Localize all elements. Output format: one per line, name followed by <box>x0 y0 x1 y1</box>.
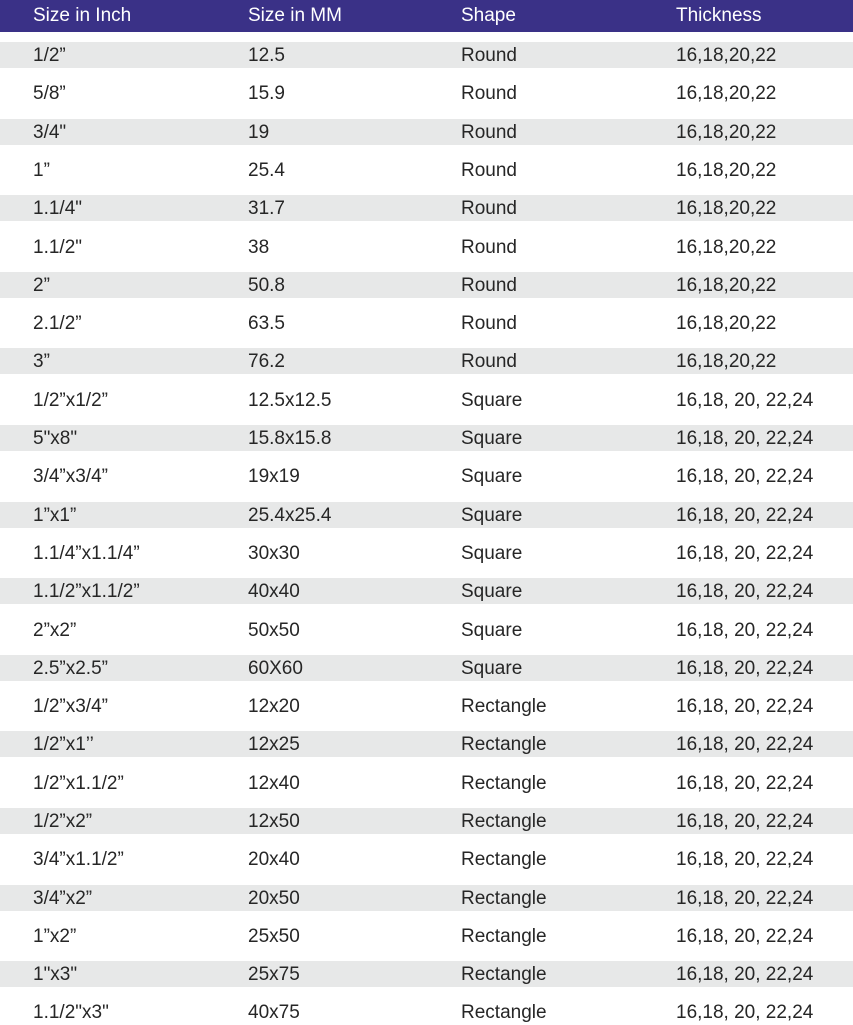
cell-size-mm: 15.8x15.8 <box>248 428 332 449</box>
cell-shape: Round <box>461 122 517 143</box>
cell-shape: Square <box>461 620 523 641</box>
cell-size-mm: 12x20 <box>248 696 300 717</box>
cell-size-inch: 1/2”x1’’ <box>33 734 94 755</box>
cell-thickness: 16,18, 20, 22,24 <box>676 390 814 411</box>
cell-size-inch: 1/2” <box>33 45 66 66</box>
table-row <box>0 770 853 796</box>
table-row <box>0 961 853 987</box>
cell-shape: Rectangle <box>461 773 547 794</box>
cell-shape: Round <box>461 83 517 104</box>
table-row <box>0 731 853 757</box>
cell-size-inch: 1"x3" <box>33 964 78 985</box>
table-row <box>0 885 853 911</box>
cell-shape: Square <box>461 505 523 526</box>
cell-thickness: 16,18, 20, 22,24 <box>676 964 814 985</box>
table-row <box>0 846 853 872</box>
header-thickness: Thickness <box>676 5 762 26</box>
cell-thickness: 16,18, 20, 22,24 <box>676 888 814 909</box>
table-row <box>0 272 853 298</box>
cell-thickness: 16,18, 20, 22,24 <box>676 734 814 755</box>
cell-size-mm: 60X60 <box>248 658 303 679</box>
table-row <box>0 195 853 221</box>
cell-shape: Square <box>461 428 523 449</box>
cell-shape: Rectangle <box>461 849 547 870</box>
cell-size-mm: 25x50 <box>248 926 300 947</box>
table-row <box>0 425 853 451</box>
header-size-mm: Size in MM <box>248 5 342 26</box>
cell-shape: Square <box>461 543 523 564</box>
cell-size-mm: 19 <box>248 122 270 143</box>
cell-size-mm: 30x30 <box>248 543 300 564</box>
table-row <box>0 157 853 183</box>
header-size-inch: Size in Inch <box>33 5 132 26</box>
cell-thickness: 16,18, 20, 22,24 <box>676 505 814 526</box>
cell-shape: Round <box>461 313 517 334</box>
cell-shape: Rectangle <box>461 696 547 717</box>
cell-size-mm: 12.5 <box>248 45 285 66</box>
table-row <box>0 502 853 528</box>
cell-size-mm: 40x75 <box>248 1002 300 1023</box>
cell-size-inch: 5"x8" <box>33 428 78 449</box>
header-shape: Shape <box>461 5 516 26</box>
cell-size-mm: 31.7 <box>248 198 285 219</box>
cell-shape: Rectangle <box>461 888 547 909</box>
cell-thickness: 16,18, 20, 22,24 <box>676 658 814 679</box>
cell-size-mm: 38 <box>248 237 270 258</box>
table-header <box>0 0 853 32</box>
cell-size-inch: 1.1/4" <box>33 198 83 219</box>
cell-thickness: 16,18, 20, 22,24 <box>676 696 814 717</box>
cell-shape: Rectangle <box>461 1002 547 1023</box>
cell-size-mm: 40x40 <box>248 581 300 602</box>
cell-thickness: 16,18,20,22 <box>676 198 777 219</box>
cell-shape: Rectangle <box>461 964 547 985</box>
cell-shape: Round <box>461 351 517 372</box>
cell-size-mm: 25x75 <box>248 964 300 985</box>
cell-thickness: 16,18,20,22 <box>676 351 777 372</box>
table-row <box>0 617 853 643</box>
cell-thickness: 16,18, 20, 22,24 <box>676 428 814 449</box>
cell-size-inch: 1/2”x2” <box>33 811 93 832</box>
cell-size-inch: 2.5”x2.5” <box>33 658 108 679</box>
cell-size-inch: 1.1/2"x3" <box>33 1002 109 1023</box>
table-row <box>0 119 853 145</box>
cell-size-mm: 12x50 <box>248 811 300 832</box>
cell-size-inch: 2” <box>33 275 50 296</box>
table-row <box>0 80 853 106</box>
cell-thickness: 16,18,20,22 <box>676 122 777 143</box>
cell-shape: Round <box>461 198 517 219</box>
cell-size-mm: 12.5x12.5 <box>248 390 332 411</box>
cell-thickness: 16,18, 20, 22,24 <box>676 581 814 602</box>
cell-shape: Round <box>461 275 517 296</box>
cell-size-mm: 12x40 <box>248 773 300 794</box>
cell-shape: Rectangle <box>461 811 547 832</box>
cell-shape: Rectangle <box>461 734 547 755</box>
cell-size-mm: 20x50 <box>248 888 300 909</box>
cell-shape: Square <box>461 390 523 411</box>
cell-thickness: 16,18, 20, 22,24 <box>676 620 814 641</box>
cell-shape: Square <box>461 466 523 487</box>
cell-shape: Rectangle <box>461 926 547 947</box>
cell-thickness: 16,18, 20, 22,24 <box>676 849 814 870</box>
table-row <box>0 348 853 374</box>
cell-size-mm: 12x25 <box>248 734 300 755</box>
table-row <box>0 540 853 566</box>
cell-size-inch: 3/4”x2” <box>33 888 93 909</box>
cell-shape: Square <box>461 658 523 679</box>
cell-thickness: 16,18, 20, 22,24 <box>676 773 814 794</box>
cell-size-mm: 19x19 <box>248 466 300 487</box>
cell-size-inch: 1” <box>33 160 50 181</box>
table-row <box>0 42 853 68</box>
cell-size-mm: 63.5 <box>248 313 285 334</box>
table-row <box>0 578 853 604</box>
cell-thickness: 16,18,20,22 <box>676 313 777 334</box>
cell-size-inch: 1.1/2”x1.1/2” <box>33 581 140 602</box>
cell-size-mm: 20x40 <box>248 849 300 870</box>
cell-shape: Square <box>461 581 523 602</box>
table-row <box>0 387 853 413</box>
cell-thickness: 16,18, 20, 22,24 <box>676 1002 814 1023</box>
cell-size-inch: 2”x2” <box>33 620 77 641</box>
cell-thickness: 16,18,20,22 <box>676 83 777 104</box>
cell-size-mm: 15.9 <box>248 83 285 104</box>
cell-size-inch: 1/2”x3/4” <box>33 696 108 717</box>
cell-size-inch: 3/4”x1.1/2” <box>33 849 124 870</box>
cell-size-mm: 50.8 <box>248 275 285 296</box>
cell-thickness: 16,18, 20, 22,24 <box>676 926 814 947</box>
cell-thickness: 16,18,20,22 <box>676 237 777 258</box>
cell-thickness: 16,18, 20, 22,24 <box>676 811 814 832</box>
cell-size-mm: 50x50 <box>248 620 300 641</box>
cell-size-inch: 1/2”x1/2” <box>33 390 108 411</box>
cell-thickness: 16,18,20,22 <box>676 45 777 66</box>
cell-size-inch: 1.1/2" <box>33 237 83 258</box>
table-row <box>0 655 853 681</box>
cell-size-mm: 25.4x25.4 <box>248 505 332 526</box>
cell-size-inch: 1”x2” <box>33 926 77 947</box>
table-row <box>0 999 853 1025</box>
cell-shape: Round <box>461 45 517 66</box>
cell-thickness: 16,18, 20, 22,24 <box>676 543 814 564</box>
cell-size-mm: 76.2 <box>248 351 285 372</box>
table-row <box>0 310 853 336</box>
table-row <box>0 234 853 260</box>
cell-size-inch: 5/8” <box>33 83 66 104</box>
cell-shape: Round <box>461 237 517 258</box>
cell-size-inch: 3/4" <box>33 122 67 143</box>
table-row <box>0 463 853 489</box>
cell-size-inch: 1”x1” <box>33 505 77 526</box>
cell-size-inch: 3/4”x3/4” <box>33 466 108 487</box>
cell-size-mm: 25.4 <box>248 160 285 181</box>
table-row <box>0 693 853 719</box>
cell-thickness: 16,18,20,22 <box>676 275 777 296</box>
cell-thickness: 16,18, 20, 22,24 <box>676 466 814 487</box>
table-row <box>0 923 853 949</box>
cell-thickness: 16,18,20,22 <box>676 160 777 181</box>
cell-shape: Round <box>461 160 517 181</box>
table-row <box>0 808 853 834</box>
cell-size-inch: 3” <box>33 351 50 372</box>
cell-size-inch: 2.1/2” <box>33 313 82 334</box>
cell-size-inch: 1.1/4”x1.1/4” <box>33 543 140 564</box>
cell-size-inch: 1/2”x1.1/2” <box>33 773 124 794</box>
